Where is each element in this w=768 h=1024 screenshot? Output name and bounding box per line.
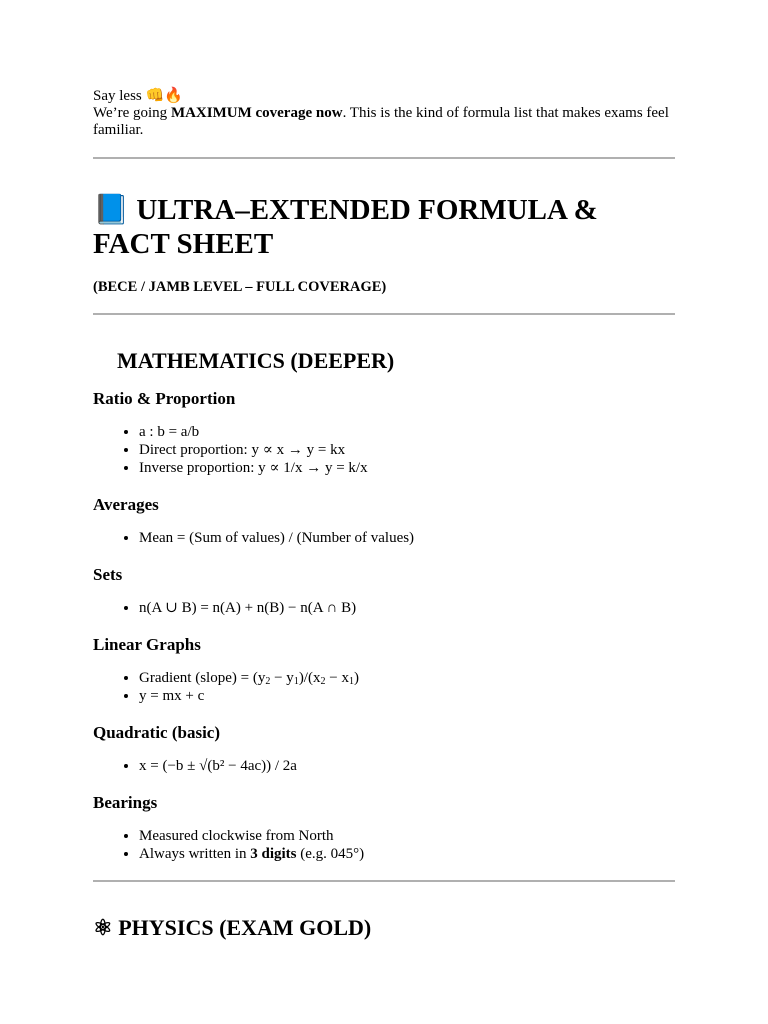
list-item: • Measured clockwise from North xyxy=(139,827,675,845)
list-item: • a : b = a/b xyxy=(139,423,675,441)
page-title-text: ULTRA–EXTENDED FORMULA & FACT SHEET xyxy=(93,194,598,260)
subscript: 2 xyxy=(320,676,326,687)
divider xyxy=(93,880,675,882)
physics-heading-text: PHYSICS (EXAM GOLD) xyxy=(118,915,372,940)
list-item xyxy=(139,845,675,863)
intro-line-2-prefix: We’re going xyxy=(93,105,171,121)
section-title: Bearings xyxy=(93,793,158,812)
quadratic-list xyxy=(93,757,675,775)
bearings-prefix: Always written in xyxy=(139,846,251,862)
sets-list xyxy=(93,599,675,617)
gradient-minus-y: − y xyxy=(270,670,294,686)
page-subtitle: (BECE / JAMB LEVEL – FULL COVERAGE) xyxy=(93,279,387,295)
list-item xyxy=(139,669,675,687)
list-item: • Inverse proportion: y ∝ 1/x → y = k/x xyxy=(139,459,675,477)
page-title xyxy=(93,193,675,261)
physics-heading xyxy=(93,915,675,941)
gradient-minus-x: − x xyxy=(325,670,349,686)
subscript: 2 xyxy=(265,676,271,687)
gradient-prefix: Gradient (slope) = (y xyxy=(139,670,266,686)
math-heading: MATHEMATICS (DEEPER) xyxy=(117,348,395,373)
intro-line-2-bold: MAXIMUM coverage now xyxy=(170,105,343,121)
list-item: • y = mx + c xyxy=(139,687,675,705)
list-item: • Direct proportion: y ∝ x → y = kx xyxy=(139,441,675,459)
bearings-suffix: (e.g. 045°) xyxy=(296,846,365,862)
intro-line-2 xyxy=(93,105,675,139)
list-item: • n(A ∪ B) = n(A) + n(B) − n(A ∩ B) xyxy=(139,599,675,617)
intro xyxy=(93,88,675,139)
subscript: 1 xyxy=(348,676,354,687)
atom-icon: ⚛ xyxy=(93,915,113,940)
section-linear-graphs xyxy=(93,635,675,705)
divider xyxy=(93,157,675,159)
averages-list xyxy=(93,529,675,547)
section-sets xyxy=(93,565,675,617)
section-quadratic xyxy=(93,723,675,775)
book-icon: 📘 xyxy=(93,194,130,226)
list-item: • x = (−b ± √(b² − 4ac)) / 2a xyxy=(139,757,675,775)
section-title: Ratio & Proportion xyxy=(93,389,236,408)
linear-list xyxy=(93,669,675,705)
bearings-list xyxy=(93,827,675,863)
gradient-end: ) xyxy=(353,670,359,686)
divider xyxy=(93,313,675,315)
gradient-mid: )/(x xyxy=(298,670,321,686)
section-ratio xyxy=(93,389,675,477)
intro-line-2-suffix: . This is the kind of formula list that makes exams feel familiar. xyxy=(93,105,669,138)
section-averages xyxy=(93,495,675,547)
intro-line-1: Say less 👊🔥 xyxy=(93,88,183,104)
subscript: 1 xyxy=(293,676,299,687)
ratio-list xyxy=(93,423,675,477)
section-title: Linear Graphs xyxy=(93,635,201,654)
list-item: • Mean = (Sum of values) / (Number of values) xyxy=(139,529,675,547)
section-bearings xyxy=(93,793,675,863)
bearings-bold: 3 digits xyxy=(250,846,297,862)
section-title: Quadratic (basic) xyxy=(93,723,221,742)
section-title: Sets xyxy=(93,565,123,584)
section-title: Averages xyxy=(93,495,159,514)
